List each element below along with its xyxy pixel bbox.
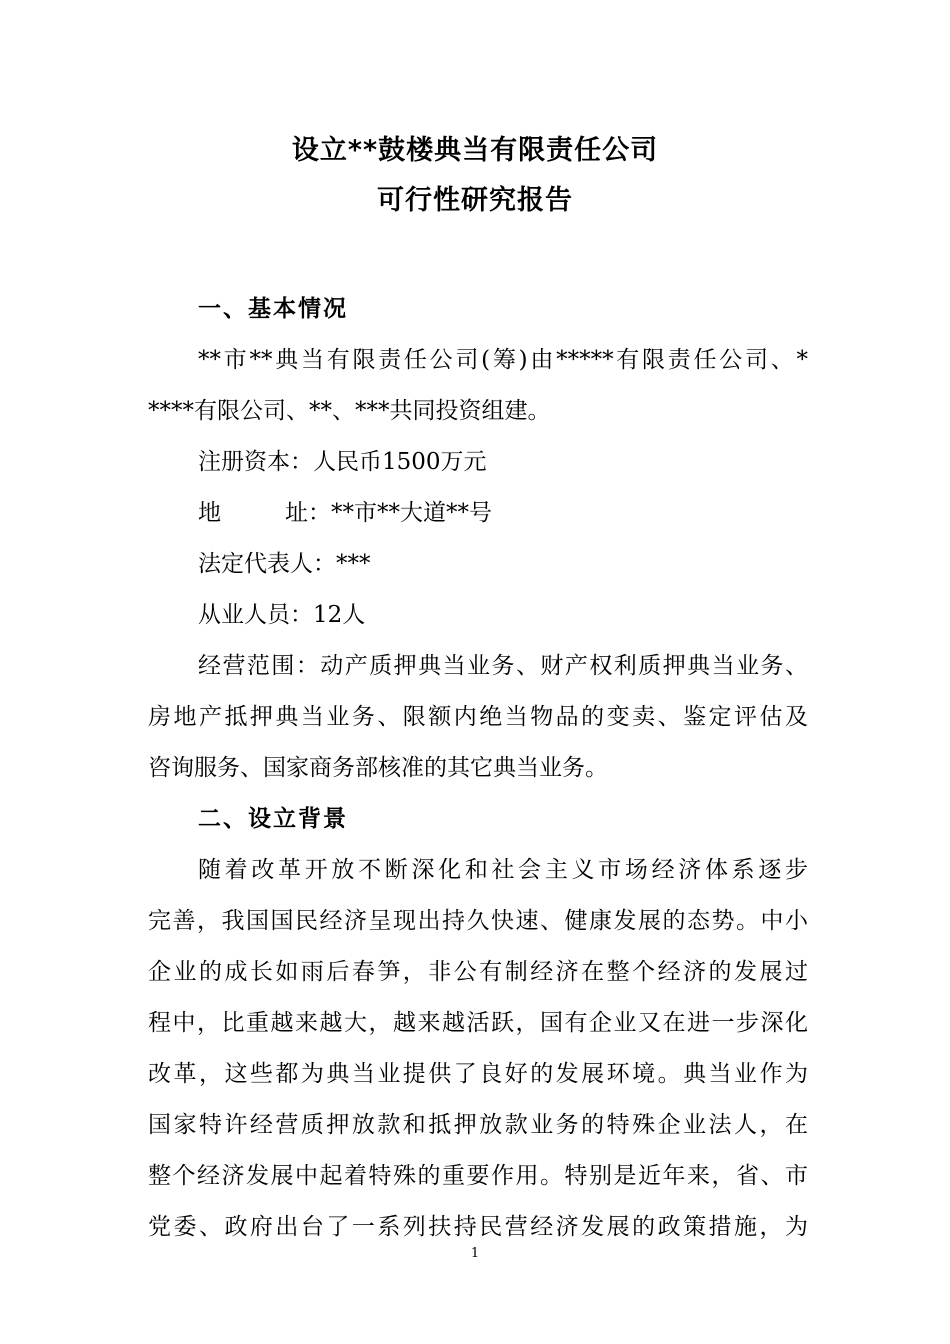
paragraph-line: 程中，比重越来越大，越来越活跃，国有企业又在进一步深化 xyxy=(148,1010,808,1036)
paragraph-line: 党委、政府出台了一系列扶持民营经济发展的政策措施，为 xyxy=(148,1214,808,1240)
business-scope-line: 房地产抵押典当业务、限额内绝当物品的变卖、鉴定评估及 xyxy=(148,704,808,730)
document-title-line-1: 设立**鼓楼典当有限责任公司 xyxy=(291,135,659,166)
paragraph-line: **市**典当有限责任公司(筹)由*****有限责任公司、* xyxy=(198,347,808,373)
section-heading-basic-info: 一、基本情况 xyxy=(198,296,348,322)
address-line xyxy=(148,488,808,539)
section-heading-background: 二、设立背景 xyxy=(198,806,348,832)
registered-capital-line: 注册资本：人民币1500万元 xyxy=(198,449,487,475)
paragraph-line: 完善，我国国民经济呈现出持久快速、健康发展的态势。中小 xyxy=(148,908,808,934)
paragraph-line: 随着改革开放不断深化和社会主义市场经济体系逐步 xyxy=(198,857,808,883)
document-body xyxy=(148,284,808,1253)
document-title-line-2: 可行性研究报告 xyxy=(377,185,573,216)
page-number: 1 xyxy=(470,1246,480,1261)
paragraph-line: 整个经济发展中起着特殊的重要作用。特别是近年来，省、市 xyxy=(148,1163,808,1189)
business-scope-line: 咨询服务、国家商务部核准的其它典当业务。 xyxy=(148,755,608,781)
paragraph-line: 企业的成长如雨后春笋，非公有制经济在整个经济的发展过 xyxy=(148,959,808,985)
legal-representative-line: 法定代表人：*** xyxy=(198,551,371,577)
paragraph-line: 国家特许经营质押放款和抵押放款业务的特殊企业法人，在 xyxy=(148,1112,808,1138)
address-label-part-1: 地 xyxy=(198,500,221,526)
address-label-part-2: 址：**市**大道**号 xyxy=(285,500,492,526)
business-scope-line: 经营范围：动产质押典当业务、财产权利质押典当业务、 xyxy=(198,653,808,679)
paragraph-line: 改革，这些都为典当业提供了良好的发展环境。典当业作为 xyxy=(148,1061,808,1087)
paragraph-line: ****有限公司、**、***共同投资组建。 xyxy=(148,398,551,424)
staff-line: 从业人员：12人 xyxy=(198,602,366,628)
